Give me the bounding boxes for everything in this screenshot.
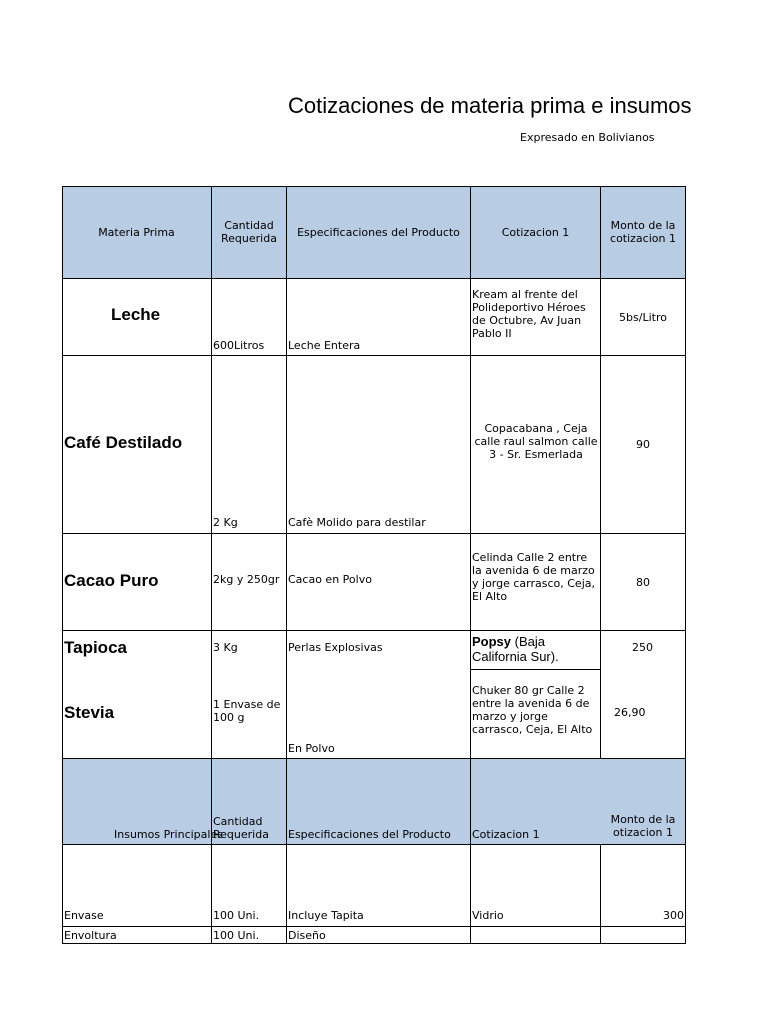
grid-line (62, 844, 686, 845)
ins-qty-envase: 100 Uni. (213, 909, 260, 922)
row-amount-cacao: 80 (636, 575, 650, 589)
row-spec-cacao: Cacao en Polvo (288, 573, 372, 586)
ins-quote-envase: Vidrio (472, 909, 504, 922)
header-materia-prima: Materia Prima (98, 225, 175, 239)
row-amount-stevia: 26,90 (614, 706, 646, 719)
grid-line (62, 278, 686, 279)
ins-qty-envoltura: 100 Uni. (213, 929, 260, 942)
row-quote-cafe: Copacabana , Ceja calle raul salmon calle 3 - Sr. Esmerlada (474, 422, 598, 461)
row-quote-tapioca-brand: Popsy (472, 634, 512, 649)
grid-line (470, 186, 471, 944)
ins-spec-envase: Incluye Tapita (288, 909, 364, 922)
row-quote-leche: Kream al frente del Polideportivo Héroes de Octubre, Av Juan Pablo II (472, 288, 586, 340)
row-spec-leche: Leche Entera (288, 339, 361, 352)
ins-header-cantidad: Cantidad Requerida (213, 815, 269, 841)
row-amount-tapioca: 250 (632, 641, 653, 654)
header-cantidad: Cantidad Requerida (221, 219, 277, 245)
row-name-tapioca: Tapioca (64, 638, 127, 657)
header-especificaciones: Especificaciones del Producto (297, 225, 460, 239)
row-qty-cacao: 2kg y 250gr (213, 573, 280, 586)
row-quote-tapioca-location: (Baja California Sur). (472, 634, 559, 664)
ins-amount-envase: 300 (663, 909, 684, 922)
ins-name-envoltura: Envoltura (64, 929, 117, 942)
ins-name-envase: Envase (64, 909, 104, 922)
row-name-stevia: Stevia (64, 703, 115, 722)
grid-line (286, 186, 287, 944)
ins-header-monto: Monto de la otizacion 1 (610, 813, 676, 839)
ins-header-cotizacion: Cotizacion 1 (472, 828, 540, 841)
header-monto: Monto de la cotizacion 1 (610, 219, 676, 245)
grid-line (62, 355, 686, 356)
header-cotizacion: Cotizacion 1 (501, 225, 570, 239)
grid-line (62, 758, 686, 759)
grid-line (600, 844, 601, 944)
row-name-leche: Leche (111, 305, 161, 324)
row-qty-leche: 600Litros (213, 339, 265, 352)
ins-header-materia (62, 828, 223, 841)
grid-line (685, 186, 686, 944)
grid-line (62, 533, 686, 534)
row-quote-stevia: Chuker 80 gr Calle 2 entre la avenida 6 de marzo y jorge carrasco, Ceja, El Alto (472, 684, 593, 736)
row-spec-tapioca: Perlas Explosivas (288, 641, 383, 654)
row-quote-tapioca (472, 634, 600, 664)
ins-spec-envoltura: Diseño (288, 929, 326, 942)
grid-line (470, 669, 600, 670)
quotation-table (62, 186, 686, 944)
row-qty-stevia: 1 Envase de 100 g (213, 698, 281, 724)
row-amount-leche: 5bs/Litro (619, 310, 667, 324)
grid-line (62, 926, 686, 927)
row-name-cafe: Café Destilado (64, 433, 183, 452)
grid-line (62, 943, 686, 944)
page-title: Cotizaciones de materia prima e insumos (288, 93, 692, 118)
ins-header-especificaciones: Especificaciones del Producto (288, 828, 451, 841)
row-amount-cafe: 90 (636, 438, 650, 451)
row-quote-cacao: Celinda Calle 2 entre la avenida 6 de marzo y jorge carrasco, Ceja, El Alto (472, 551, 595, 603)
row-spec-cafe: Cafè Molido para destilar (288, 516, 426, 529)
ins-header-materia-text: Insumos Principales (114, 828, 223, 841)
page-subtitle: Expresado en Bolivianos (520, 131, 655, 144)
row-name-cacao: Cacao Puro (64, 571, 159, 590)
row-qty-cafe: 2 Kg (213, 516, 238, 529)
grid-line (62, 630, 686, 631)
row-qty-tapioca: 3 Kg (213, 641, 238, 654)
row-spec-stevia: En Polvo (288, 742, 335, 755)
